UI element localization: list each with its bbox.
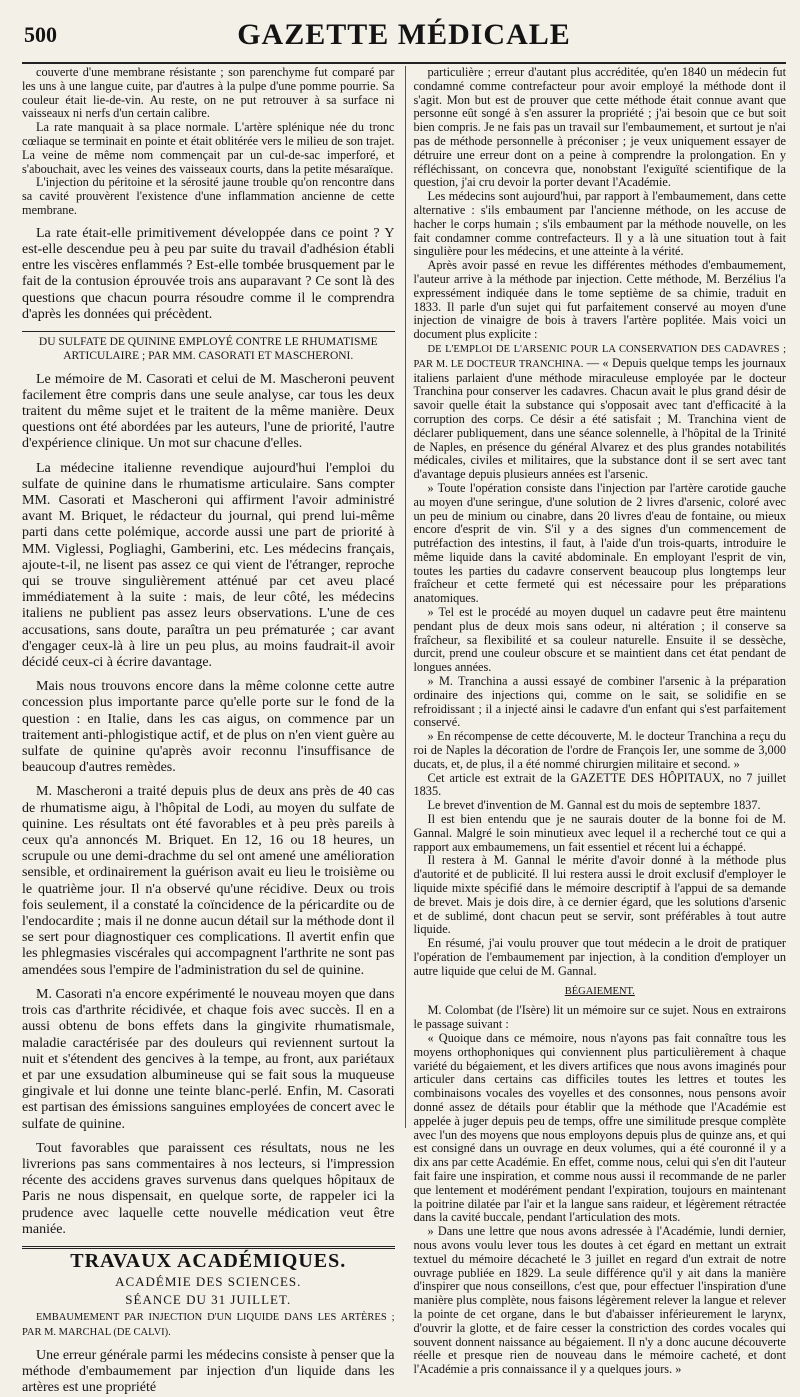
paragraph: La rate manquait à sa place normale. L'artère splénique née du tronc cœliaque se terminait en pointe et était oblitérée vers le milieu de son trajet. La veine de même nom commençait par un cul-de-sac imperforé, et s'abouchait, avec les veines des vaisseaux courts, dans la petite mésaraïque. xyxy=(22,120,395,176)
section-heading-quinine: DU SULFATE DE QUININE EMPLOYÉ CONTRE LE RHUMATISME ARTICULAIRE ; PAR MM. CASORATI ET MASCHERONI. xyxy=(22,331,395,364)
paragraph: Cet article est extrait de la GAZETTE DES HÔPITAUX, no 7 juillet 1835. xyxy=(413,770,786,799)
right-column xyxy=(405,65,787,1377)
seance-heading: SÉANCE DU 31 JUILLET. xyxy=(125,1291,292,1307)
left-column xyxy=(22,65,395,1396)
paragraph: Le brevet d'invention de M. Gannal est du mois de septembre 1837. xyxy=(427,798,761,813)
page-number: 500 xyxy=(24,22,57,47)
paragraph: particulière ; erreur d'autant plus accréditée, qu'en 1840 un médecin fut condamné comme contrefacteur pour avoir employé la méthode dont il s'agit. Mon but est de prouver que cette méthode était connue avant que personne eût songé à s'en assurer la propriété ; j'ai besoin que ce but soit bien compris. Je ne fais pas un travail sur l'embaumement, et surtout je n'ai pas de méthode personnelle à préconiser ; je veux uniquement essayer de détruire une erreur dont on a peine à comprendre la prolongation. En y réfléchissant, on concevra que, nonobstant l'exiguïté scientifique de la question, j'ai cru devoir la porter devant l'Académie. xyxy=(413,65,786,190)
paragraph: M. Casorati n'a encore expérimenté le nouveau moyen que dans trois cas d'arthrite récidivée, et chaque fois avec succès. Il en a aussi obtenu de bons effets dans la gingivite rhumatismale, maladie caractérisée par des douleurs qui reviennent surtout la nuit et s'étendent des gencives à la tempe, au front, aux pariétaux et par une exsudation albumineuse qui se fait sous la muqueuse gingivale et lui donne une teinte blanc-perlé. Enfin, M. Casorati est partisan des émissions sanguines employées de concert avec le sulfate de quinine. xyxy=(22,986,395,1132)
arsenic-heading: DE L'EMPLOI DE L'ARSENIC POUR LA CONSERVATION DES CADAVRES ; PAR M. LE DOCTEUR TRANCHINA. — « Depuis quelque temps les journaux italiens parlaient d'une méthode miraculeuse employée par le docteur Tranchina pour conserver les cadavres. Chacun avait le plus grand désir de savoir quelle était la substance qui s'opposait avec tant d'efficacité à la corruption des corps. Ce désir a été satisfait ; M. Tranchina vient de déclarer publiquement, dans une séance solennelle, à l'hôpital de la Trinité de Naples, en présence du général Alvarez et des plus grandes notabilités médicales, civiles et militaires, que la substance dont il se sert avec tant d'avantage depuis plusieurs années est l'arsenic. xyxy=(413,343,786,482)
paragraph: L'injection du péritoine et la sérosité jaune trouble qu'on rencontre dans sa cavité prouvèrent l'existence d'une inflammation ancienne de cette membrane. xyxy=(22,175,395,217)
paragraph: » Toute l'opération consiste dans l'injection par l'artère carotide gauche au moyen d'une seringue, d'une solution de 2 livres d'arsenic, coloré avec un peu de minium ou cinabre, dans 20 livres d'eau de fontaine, ou mieux encore d'esprit de vin. S'il y a des signes d'un commencement de putréfaction des intestins, il faut, à l'aide d'un trois-quarts, introduire le même liquide dans la cavité abdominale. En employant l'esprit de vin, toutes les parties du cadavre conservent beaucoup plus longtemps leur fraîcheur et cette fermeté qui est nécessaire pour les préparations anatomiques. xyxy=(413,480,786,606)
paragraph: Il restera à M. Gannal le mérite d'avoir donné à la méthode plus d'autorité et de publicité. Il lui restera aussi le droit exclusif d'employer le liquide mixte spécifié dans le mémoire descriptif à l'appui de sa demande de brevet. Mais je dois dire, à ce dernier égard, que les solutions d'arsenic et de sublimé, dont chacun peut se servir, sont préférables à tout autre liquide. xyxy=(413,853,786,937)
paragraph: La médecine italienne revendique aujourd'hui l'emploi du sulfate de quinine dans le rhumatisme articulaire. Sans compter MM. Casorati et Mascheroni qui affirment l'avoir administré avant M. Briquet, le rédacteur du journal, qui prend lui-même parti dans cette polémique, accorde aussi une part de priorité à MM. Viglessi, Pogliaghi, Gamberini, etc. Les médecins français, ajoute-t-il, ne lisent pas assez ce qui vient de l'étranger, reproche qui se trouve singulièrement atténué par cet aveu placé immédiatement à la suite : mais, de leur côté, les médecins italiens ne publient pas assez leurs observations. L'une de ces accusations, sans doute, paraîtra un peu prématurée ; car avant d'engager ceux-là à lire un peu plus, au moins faudrait-il avoir décidé ceux-ci à écrire davantage. xyxy=(22,460,395,671)
travaux-heading: TRAVAUX ACADÉMIQUES. xyxy=(70,1249,347,1272)
paragraph: Les médecins sont aujourd'hui, par rapport à l'embaumement, dans cette alternative : s'ils embaument par l'ancienne méthode, on les accuse de hacher le corps humain ; s'ils embaument par la méthode nouvelle, on les fait condamner comme contrefacteurs. Il y a là une situation tout à fait singulière pour les médecins, et une atteinte à la vérité. xyxy=(413,189,786,259)
masthead xyxy=(22,14,786,64)
begaiement-heading: BÉGAIEMENT. xyxy=(564,985,635,997)
question-paragraph: La rate était-elle primitivement développée dans ce point ? Y est-elle descendue peu à peu par suite du travail d'adhésion établi entre les viscères enflammés ? Est-elle tombée brusquement par le fait de la contusion éprouvée trois ans auparavant ? Ce sont là des questions que chacun pourra résoudre comme il le comprendra d'après les données qui précèdent. xyxy=(22,225,395,322)
paragraph: Il est bien entendu que je ne saurais douter de la bonne foi de M. Gannal. Malgré le soin minutieux avec lequel il a recherché tout ce qui a rapport aux embaumemens, un fait essentiel et récent lui a échappé. xyxy=(413,812,786,854)
academie-heading: ACADÉMIE DES SCIENCES. xyxy=(115,1273,302,1289)
paragraph: Le mémoire de M. Casorati et celui de M. Mascheroni peuvent facilement être compris dans une seule analyse, car tous les deux traitent du même sujet et le traitent de la même manière. Deux questions ont été abordées par les auteurs, l'une de priorité, l'autre d'expérience clinique. Un mot sur chacune d'elles. xyxy=(22,371,395,452)
paragraph: « Quoique dans ce mémoire, nous n'ayons pas fait connaître tous les moyens orthophoniques qui conviennent plus particulièrement à chaque variété du bégaiement, et les divers artifices que nous avons imaginés pour articuler dans certains cas difficiles toutes les lettres et toutes les combinaisons vocales des voyelles et des consonnes, nous pensons avoir donné assez de détails pour établir que la méthode que l'Académie est appelée à juger depuis peu de temps, offre une similitude presque complète avec l'un des moyens que nous employons depuis plus de quinze ans, et qui est consigné dans un ouvrage en deux volumes, qui a été couronné il y a dix ans par cette Académie. En effet, comme nous, celui qui s'en dit l'auteur fait faire une inspiration, et comme nous aussi il recommande de ne parler que lentement et modérément pendant l'expiration, toujours en maintenant la poitrine dilatée par l'air et la langue sans raideur, et légèrement rétractée dans la cavité buccale, pendant l'articulation des mots. xyxy=(413,1030,786,1225)
paragraph: Mais nous trouvons encore dans la même colonne cette autre concession plus importante parce qu'elle porte sur le fond de la question : en Italie, dans les cas aigus, on commence par un traitement anti-phlogistique actif, et de plus on n'en vient guère au sulfate de quinine qu'après avoir reconnu l'insuffisance de beaucoup d'autres remèdes. xyxy=(22,679,395,776)
paragraph: M. Colombat (de l'Isère) lit un mémoire sur ce sujet. Nous en extrairons le passage suivant : xyxy=(413,1003,786,1032)
paragraph: En résumé, j'ai voulu prouver que tout médecin a le droit de pratiquer l'opération de l'embaumement par injection, à la condition d'employer un autre liquide que celui de M. Gannal. xyxy=(413,936,786,978)
paragraph: » M. Tranchina a aussi essayé de combiner l'arsenic à la préparation ordinaire des injections qui, comme on le sait, se solidifie en se refroidissant ; il a injecté ainsi le cadavre d'un enfant qui s'est parfaitement conservé. xyxy=(413,674,786,730)
paragraph: M. Mascheroni a traité depuis plus de deux ans près de 40 cas de rhumatisme aigu, à l'hôpital de Lodi, au moyen du sulfate de quinine. Les résultats ont été favorables et à peu près pareils à ceux qu'a annoncés M. Briquet. En 12, 16 ou 18 heures, un scrupule ou une demi-drachme du sel ont amené une amélioration sensible, et ordinairement la guérison avait eu lieu le troisième ou le quatrième jour. Il n'a observé qu'une récidive. Deux ou trois fois seulement, il a constaté la coïncidence de la péricardite ou de l'endocardite ; mais il ne donne aucun détail sur la méthode dont il se sert pour diagnostiquer ces complications. Il avertit enfin que les phlegmasies viscérales qui accompagnent l'arthrite ne sont pas amendées sous l'empire de l'administration du sel de quinine. xyxy=(22,784,395,978)
paragraph: Après avoir passé en revue les différentes méthodes d'embaumement, l'auteur arrive à la méthode par injection. Cette méthode, M. Berzélius l'a expressément indiquée dans le tome septième de sa chimie, traduit en 1833. Il parle d'un sujet qui fut parfaitement conservé au moyen d'une injection de vinaigre de bois à travers l'artère poplitée. Mais voici un document plus explicite : xyxy=(413,258,786,342)
paragraph: » Tel est le procédé au moyen duquel un cadavre peut être maintenu pendant plus de deux mois sans odeur, ni altération ; il conserve sa fraîcheur, sa flexibilité et sa couleur naturelle. Ensuite il se dessèche, durcit, prend une couleur obscure et se maintient dans cet état pendant de longues années. xyxy=(413,605,786,675)
paragraph: couverte d'une membrane résistante ; son parenchyme fut comparé par les uns à une langue cuite, par d'autres à la pulpe d'une pomme pourrie. Sa couleur était lie-de-vin. Au reste, on ne put retrouver à sa surface ni vaisseaux ni nerfs d'un certain calibre. xyxy=(22,65,395,121)
section-divider xyxy=(22,1246,395,1249)
article-columns xyxy=(22,65,786,1396)
paragraph: Une erreur générale parmi les médecins consiste à penser que la méthode d'embaumement par injection d'un liquide dans les artères est une propriété xyxy=(22,1347,395,1396)
newspaper-title: GAZETTE MÉDICALE xyxy=(237,18,571,51)
paragraph: Tout favorables que paraissent ces résultats, nous ne les livrerions pas sans commentaires à nos lecteurs, si l'impression récente des accidens graves survenus dans quelques hôpitaux de Paris ne nous dispensait, en quelque sorte, de rappeler ici la prudence avec laquelle cette nouvelle médication veut être maniée. xyxy=(22,1140,395,1237)
paragraph: » Dans une lettre que nous avons adressée à l'Académie, lundi dernier, nous avons voulu lever tous les doutes à cet égard en mettant un extrait textuel du mémoire décacheté le 3 juillet en regard d'un extrait de notre ouvrage publiée en 1829. La seule différence qu'il y ait dans la manière d'inspirer que nous conseillons, c'est que, pour effectuer l'inspiration d'une manière plus complète, nous faisons légèrement relever la langue et relever la pointe de cet organe, dans le but d'abaisser inférieurement le larynx, d'ouvrir la glotte, et de faire cesser la constriction des cordes vocales qui souvent donnent naissance au bégaiement. Il n'y a donc aucune découverte réelle et presque rien de nouveau dans le mémoire cacheté, et dont l'Académie a pris connaissance il y a quelques jours. » xyxy=(413,1224,786,1377)
paragraph: » En récompense de cette découverte, M. le docteur Tranchina a reçu du roi de Naples la décoration de l'ordre de François Ier, une somme de 3,000 ducats, et, de plus, il a été nommé chirurgien militaire et second. » xyxy=(413,729,786,771)
embaumement-heading: EMBAUMEMENT PAR INJECTION D'UN LIQUIDE DANS LES ARTÈRES ; PAR M. MARCHAL (DE CALVI). xyxy=(22,1312,395,1339)
